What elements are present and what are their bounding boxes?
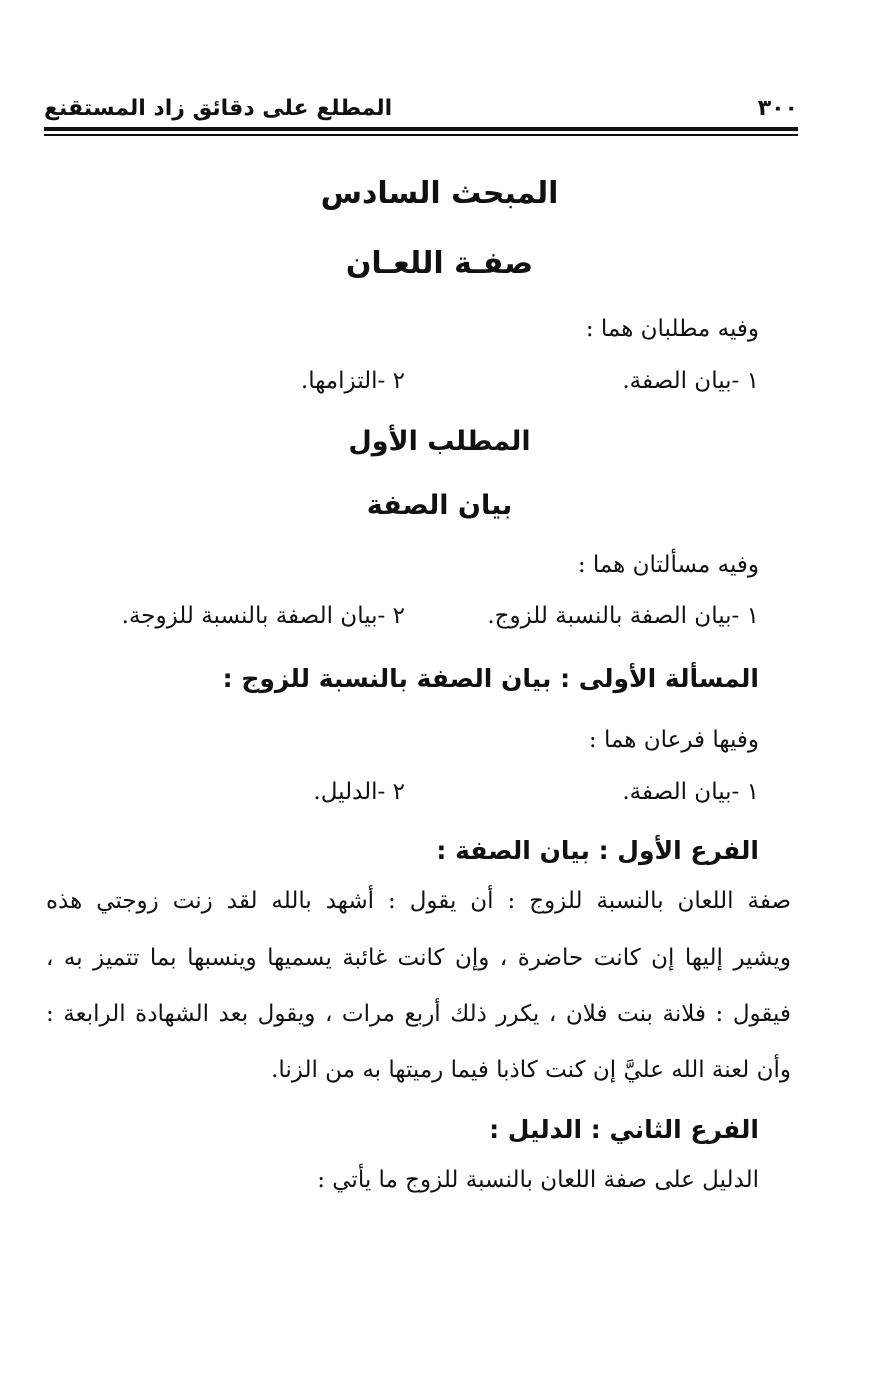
intro2-text: وفيه مسألتان هما : <box>577 552 759 578</box>
issue1-text: وفيها فرعان هما : <box>588 727 759 753</box>
header-rule-thick <box>44 127 798 131</box>
page-number: ٣٠٠ <box>757 95 798 121</box>
chapter-title: صفـة اللعـان <box>345 246 534 281</box>
branch2-heading: الفرع الثاني : الدليل : <box>489 1115 759 1144</box>
intro2-item-2: ٢ -بيان الصفة بالنسبة للزوجة. <box>121 603 405 629</box>
running-title: المطلع على دقائق زاد المستقنع <box>44 95 393 121</box>
branch1-paragraph-line: ويشير إليها إن كانت حاضرة ، وإن كانت غائبة يسميها وينسبها بما تتميز به ، <box>46 945 791 971</box>
header-rule-thin <box>44 134 798 136</box>
section-heading: المطلب الأول <box>348 426 531 457</box>
intro2-item-1: ١ -بيان الصفة بالنسبة للزوج. <box>487 603 759 629</box>
chapter-heading: المبحث السادس <box>320 176 559 211</box>
page-header <box>44 92 798 124</box>
branch1-paragraph-line: وأن لعنة الله عليَّ إن كنت كاذبا فيما رميتها به من الزنا. <box>271 1057 791 1083</box>
issue1-item-2: ٢ -الدليل. <box>313 779 405 805</box>
branch1-paragraph-line: صفة اللعان بالنسبة للزوج : أن يقول : أشهد بالله لقد زنت زوجتي هذه <box>46 888 791 914</box>
branch2-text: الدليل على صفة اللعان بالنسبة للزوج ما يأتي : <box>317 1167 759 1193</box>
section-title: بيان الصفة <box>366 490 513 521</box>
intro1-text: وفيه مطلبان هما : <box>585 316 759 342</box>
branch1-paragraph-line: فيقول : فلانة بنت فلان ، يكرر ذلك أربع مرات ، ويقول بعد الشهادة الرابعة : <box>46 1001 791 1027</box>
issue1-heading: المسألة الأولى : بيان الصفة بالنسبة للزوج : <box>222 664 759 693</box>
branch1-heading: الفرع الأول : بيان الصفة : <box>436 836 759 865</box>
intro1-item-2: ٢ -التزامها. <box>300 368 405 394</box>
intro1-item-1: ١ -بيان الصفة. <box>622 368 759 394</box>
issue1-item-1: ١ -بيان الصفة. <box>622 779 759 805</box>
